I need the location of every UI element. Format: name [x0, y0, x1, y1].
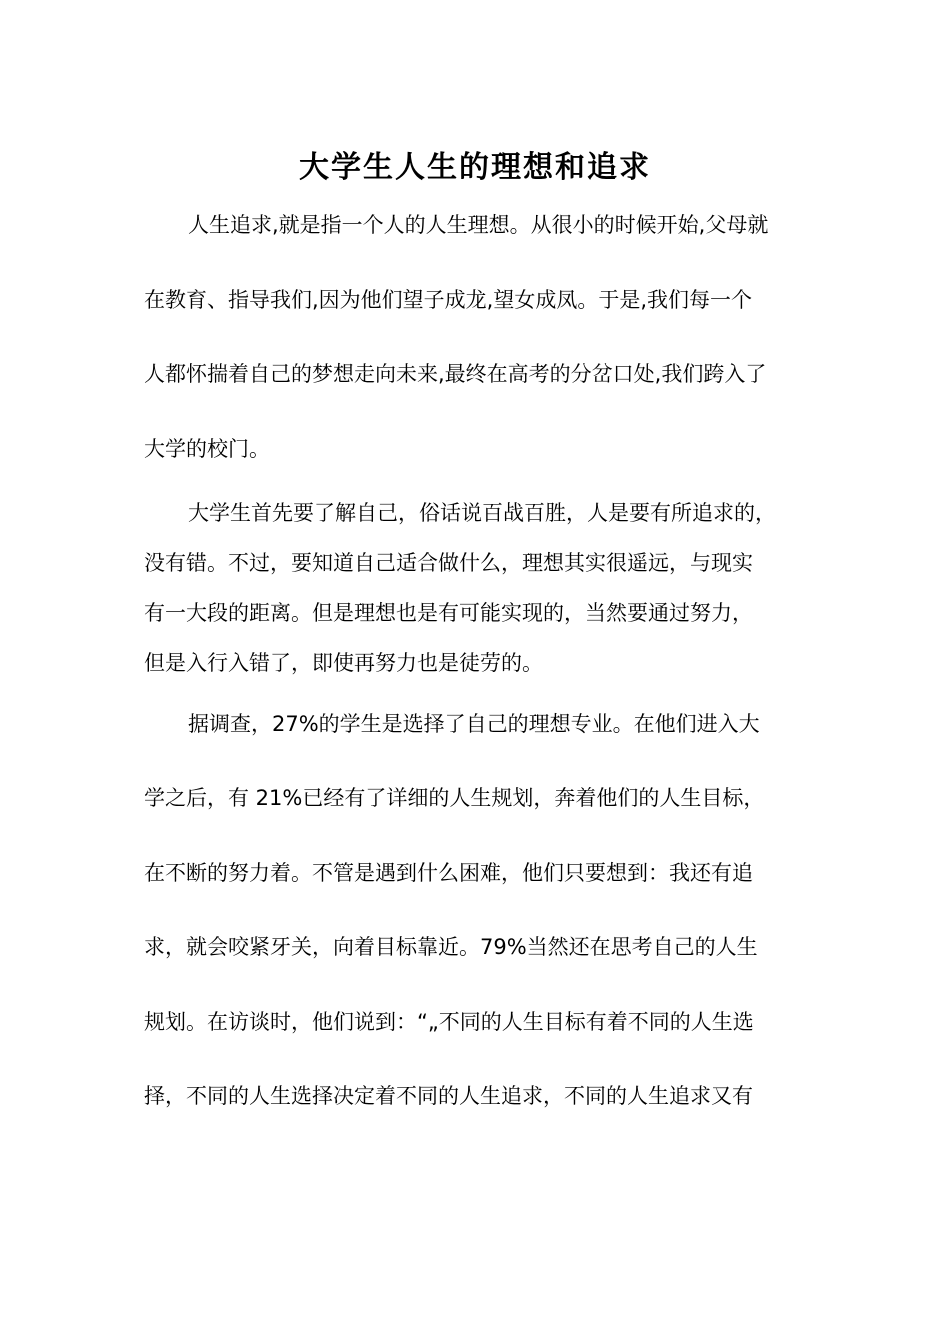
paragraph-line: 据调查，27%的学生是选择了自己的理想专业。在他们进入大 [188, 712, 760, 736]
paragraph-line: 规划。在访谈时，他们说到：“„不同的人生目标有着不同的人生选 [144, 1009, 754, 1034]
paragraph-line: 学之后，有 21%已经有了详细的人生规划，奔着他们的人生目标， [144, 786, 765, 811]
paragraph-line: 在不断的努力着。不管是遇到什么困难，他们只要想到：我还有追 [144, 860, 753, 885]
paragraph-3 [144, 687, 808, 1133]
paragraph-line: 人都怀揣着自己的梦想走向未来,最终在高考的分岔口处,我们跨入了 [144, 362, 767, 386]
paragraph-line: 大学的校门。 [144, 436, 270, 461]
paragraph-line: 有一大段的距离。但是理想也是有可能实现的，当然要通过努力， [144, 601, 753, 625]
paragraph-line: 在教育、指导我们,因为他们望子成龙,望女成凤。于是,我们每一个 [144, 287, 753, 312]
paragraph-1 [144, 188, 808, 486]
paragraph-line: 人生追求,就是指一个人的人生理想。从很小的时候开始,父母就 [188, 213, 769, 237]
paragraph-line: 大学生首先要了解自己，俗话说百战百胜，人是要有所追求的， [188, 501, 776, 525]
paragraph-line: 没有错。不过，要知道自己适合做什么，理想其实很遥远，与现实 [144, 551, 753, 575]
paragraph-2 [144, 488, 808, 688]
paragraph-line: 求，就会咬紧牙关，向着目标靠近。79%当然还在思考自己的人生 [144, 935, 758, 960]
document-title: 大学生人生的理想和追求 [299, 150, 651, 185]
paragraph-line: 但是入行入错了，即使再努力也是徒劳的。 [144, 651, 543, 675]
paragraph-line: 择，不同的人生选择决定着不同的人生追求，不同的人生追求又有 [144, 1083, 753, 1108]
